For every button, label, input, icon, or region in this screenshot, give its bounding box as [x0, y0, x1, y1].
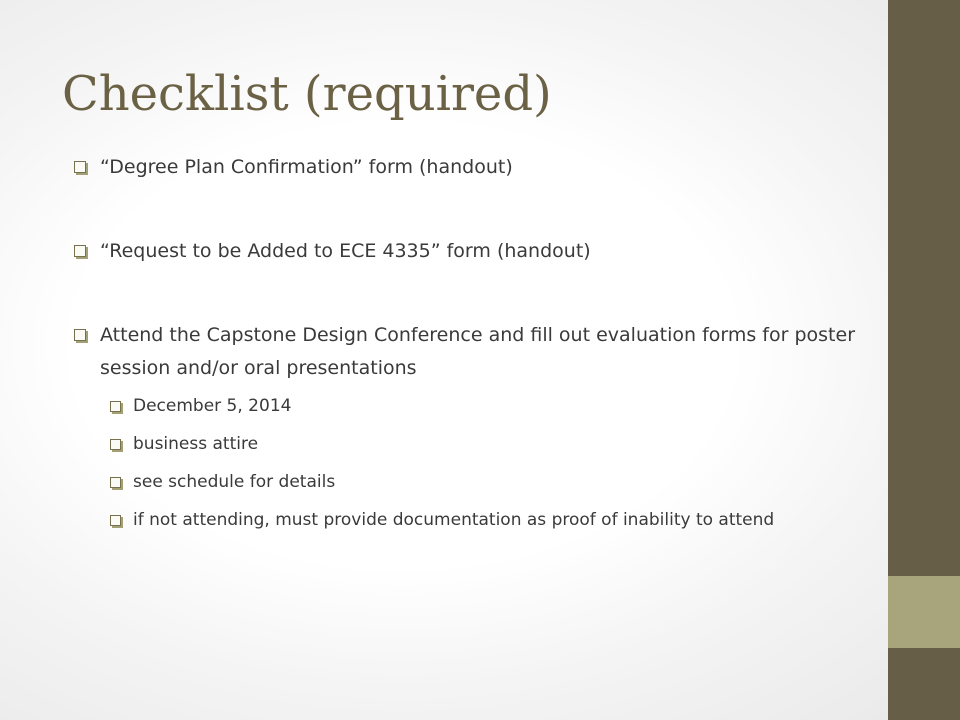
bullet-text: “Request to be Added to ECE 4335” form (handout) — [100, 240, 591, 262]
sub-bullet-text: December 5, 2014 — [133, 396, 292, 416]
sub-bullet-text: see schedule for details — [133, 472, 336, 492]
sub-bullet-item-documentation — [110, 508, 864, 532]
checkbox-icon — [110, 439, 121, 450]
sub-bullet-text: if not attending, must provide documentation as proof of inability to attend — [133, 510, 775, 530]
bullet-list — [74, 151, 864, 532]
sub-bullet-item-attire — [110, 432, 864, 456]
bullet-text: Attend the Capstone Design Conference and fill out evaluation forms for poster session and/or oral presentations — [100, 324, 855, 379]
sub-bullet-item-schedule — [110, 470, 864, 494]
slide-title: Checklist (required) — [62, 66, 552, 122]
bullet-text: “Degree Plan Confirmation” form (handout) — [100, 156, 513, 178]
bullet-item-request-ece — [74, 235, 864, 268]
sub-bullet-list — [100, 394, 864, 532]
sub-bullet-text: business attire — [133, 434, 259, 454]
sidebar-band-top — [888, 0, 960, 576]
sidebar-band-bottom — [888, 648, 960, 720]
checkbox-icon — [74, 245, 86, 257]
checkbox-icon — [74, 161, 86, 173]
checkbox-icon — [74, 329, 86, 341]
checkbox-icon — [110, 401, 121, 412]
sidebar-decoration — [888, 0, 960, 720]
bullet-item-degree-plan — [74, 151, 864, 184]
sidebar-band-middle — [888, 576, 960, 648]
sub-bullet-item-date — [110, 394, 864, 418]
bullet-item-attend-conference — [74, 319, 864, 532]
checkbox-icon — [110, 515, 121, 526]
checkbox-icon — [110, 477, 121, 488]
